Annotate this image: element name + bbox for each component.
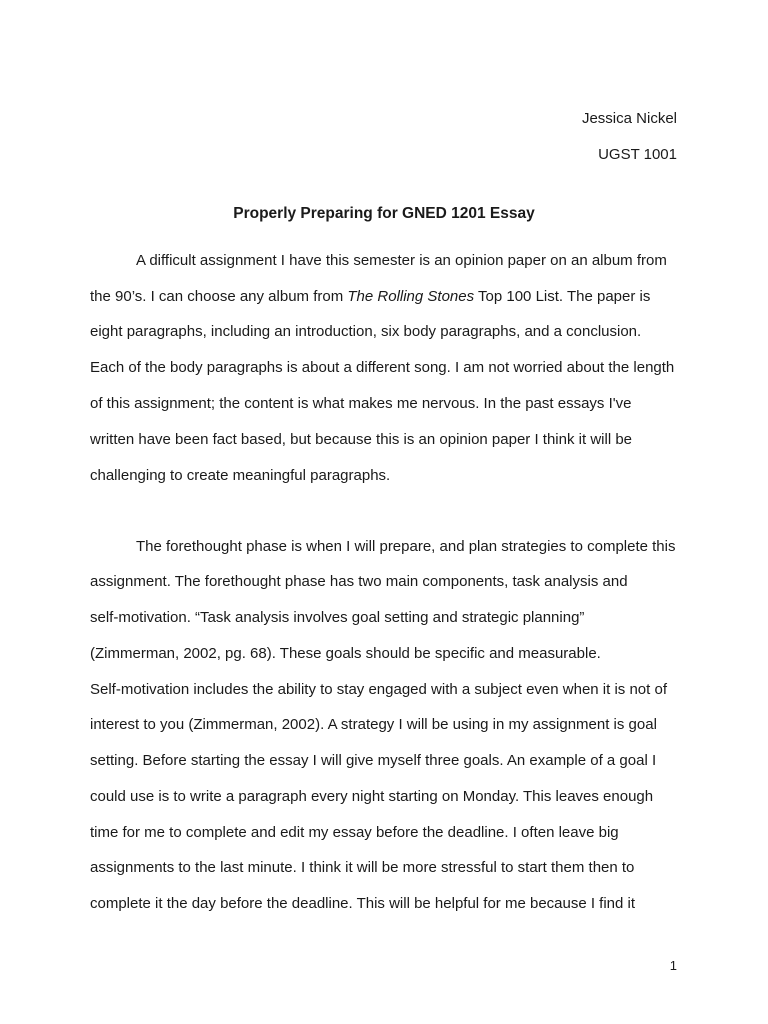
text-line: setting. Before starting the essay I will give myself three goals. An example of a goal I [90, 752, 657, 769]
document-title: Properly Preparing for GNED 1201 Essay [233, 205, 535, 222]
text-line: of this assignment; the content is what makes me nervous. In the past essays I've [90, 395, 632, 412]
text-line: eight paragraphs, including an introduction, six body paragraphs, and a conclusion. [90, 323, 642, 340]
text-line: could use is to write a paragraph every night starting on Monday. This leaves enough [90, 788, 654, 805]
text-span: the 90’s. I can choose any album from [90, 288, 348, 305]
page-number: 1 [669, 958, 677, 973]
text-line: assignment. The forethought phase has two main components, task analysis and [90, 573, 628, 590]
author-name: Jessica Nickel [581, 110, 677, 127]
text-line: assignments to the last minute. I think it will be more stressful to start them then to [90, 859, 635, 876]
text-line: Each of the body paragraphs is about a different song. I am not worried about the length [90, 359, 675, 376]
text-line: (Zimmerman, 2002, pg. 68). These goals should be specific and measurable. [90, 645, 601, 662]
text-line: time for me to complete and edit my essay before the deadline. I often leave big [90, 824, 619, 841]
text-line: interest to you (Zimmerman, 2002). A strategy I will be using in my assignment is goal [90, 716, 657, 733]
text-span: Top 100 List. The paper is [474, 288, 651, 305]
italic-album-title: The Rolling Stones [347, 288, 475, 305]
text-line: The forethought phase is when I will prepare, and plan strategies to complete this [136, 538, 676, 555]
text-line: self-motivation. “Task analysis involves goal setting and strategic planning” [90, 609, 585, 626]
course-code: UGST 1001 [598, 146, 677, 163]
text-line: written have been fact based, but because this is an opinion paper I think it will be [90, 431, 632, 448]
text-line: Self-motivation includes the ability to stay engaged with a subject even when it is not of [90, 681, 667, 698]
text-line: challenging to create meaningful paragraphs. [90, 467, 391, 484]
text-line [90, 288, 650, 306]
text-line: A difficult assignment I have this semester is an opinion paper on an album from [136, 252, 667, 269]
text-line: complete it the day before the deadline. This will be helpful for me because I find it [90, 895, 636, 912]
